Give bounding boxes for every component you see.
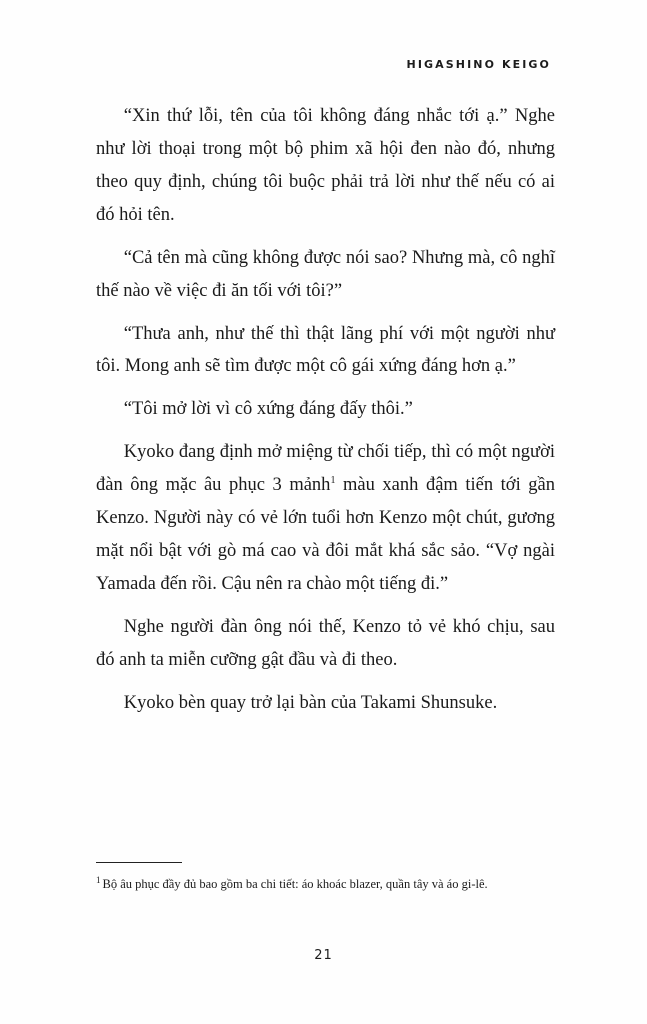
paragraph-5-post: màu xanh đậm tiến tới gần Kenzo. Người này có vẻ lớn tuổi hơn Kenzo một chút, gương mặt nổi bật với gò má cao và đôi mắt khá sắc sảo. “Vợ ngài Yamada đến rồi. Cậu nên ra chào một tiếng đi.” xyxy=(96,475,555,594)
footnote-body: Bộ âu phục đầy đủ bao gồm ba chi tiết: áo khoác blazer, quần tây và áo gi-lê. xyxy=(102,877,488,891)
footnote-divider xyxy=(96,862,182,863)
running-head: HIGASHINO KEIGO xyxy=(406,58,551,71)
paragraph-5-pre: Kyoko đang định mở miệng từ chối tiếp, thì có một người đàn ông mặc âu phục 3 mảnh xyxy=(96,442,555,496)
footnote-area xyxy=(96,862,555,894)
paragraph-2: “Cả tên mà cũng không được nói sao? Nhưng mà, cô nghĩ thế nào về việc đi ăn tối với tôi?” xyxy=(96,247,555,301)
paragraph-5 xyxy=(96,436,555,601)
footnote-reference-marker: 1 xyxy=(330,475,336,487)
body-text-area xyxy=(96,100,555,720)
page-number: 21 xyxy=(314,948,333,963)
paragraph-7: Kyoko bèn quay trở lại bàn của Takami Shunsuke. xyxy=(123,692,498,713)
paragraph-4: “Tôi mở lời vì cô xứng đáng đấy thôi.” xyxy=(123,399,413,420)
footnote-text xyxy=(96,874,555,894)
paragraph-1: “Xin thứ lỗi, tên của tôi không đáng nhắc tới ạ.” Nghe như lời thoại trong một bộ phim xã hội đen nào đó, nhưng theo quy định, chúng tôi buộc phải trả lời như thế nếu có ai đó hỏi tên. xyxy=(96,106,555,225)
paragraph-3: “Thưa anh, như thế thì thật lãng phí với một người như tôi. Mong anh sẽ tìm được một cô gái xứng đáng hơn ạ.” xyxy=(96,323,555,377)
footnote-number: 1 xyxy=(96,874,101,885)
paragraph-6: Nghe người đàn ông nói thế, Kenzo tỏ vẻ khó chịu, sau đó anh ta miễn cưỡng gật đầu và đi theo. xyxy=(96,616,555,670)
